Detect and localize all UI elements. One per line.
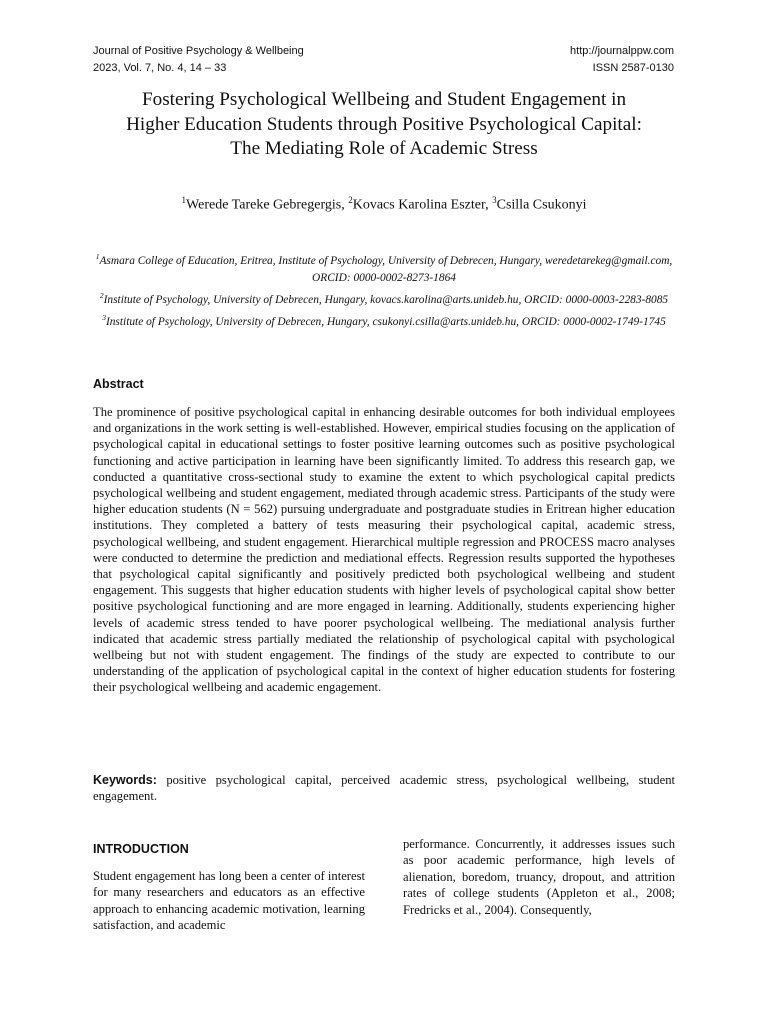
affiliation-number: 1 (95, 252, 100, 261)
introduction-left-column: Student engagement has long been a center of interest for many researchers and educators as an effective approach to enhancing academic motivation, learning satisfaction, and academic (93, 869, 365, 933)
introduction-right-column: performance. Concurrently, it addresses issues such as poor academic performance, high levels of alienation, boredom, truancy, dropout, and attrition rates of college students (Appleton et al., 2008; Fredricks et al., 2004). Consequently, (403, 837, 675, 917)
abstract-text: The prominence of positive psychological capital in enhancing desirable outcomes for both individual employees and organizations in the work setting is well-established. However, empirical studies focusing on the application of psychological capital in educational settings to foster positive learning outcomes such as positive psychological functioning and active participation in learning have been significantly limited. To address this research gap, we conducted a quantitative cross-sectional study to examine the extent to which psychological capital predicts psychological wellbeing and student engagement, mediated through academic stress. Participants of the study were higher education students (N = 562) pursuing undergraduate and postgraduate studies in Eritrean higher education institutions. They completed a battery of tests measuring their psychological capital, academic stress, psychological wellbeing, and student engagement. Hierarchical multiple regression and PROCESS macro analyses were conducted to determine the prediction and mediational effects. Regression results supported the hypotheses that psychological capital significantly and positively predicted both psychological wellbeing and student engagement. This suggests that higher education students with higher levels of psychological capital show better positive psychological functioning and are more engaged in learning. Additionally, students experiencing higher levels of academic stress tended to have poorer psychological wellbeing. The mediational analysis further indicated that academic stress partially mediated the relationship of psychological capital with psychological wellbeing but not with student engagement. The findings of the study are expected to contribute to our understanding of the application of psychological capital in the context of higher education students for fostering their psychological wellbeing and academic engagement. (93, 405, 675, 695)
author-name: Werede Tareke Gebregergis (186, 197, 342, 213)
title-line: Fostering Psychological Wellbeing and Student Engagement in (141, 89, 627, 110)
affiliation-number: 2 (99, 291, 104, 301)
introduction-heading: INTRODUCTION (93, 842, 189, 856)
affiliation (93, 248, 675, 287)
running-header-right (570, 43, 674, 77)
affiliation (93, 287, 675, 309)
keywords-label: Keywords: (93, 773, 157, 787)
journal-name: Journal of Positive Psychology & Wellbeing (93, 45, 304, 57)
author-name: Kovacs Karolina Eszter (352, 197, 486, 213)
keywords-text: positive psychological capital, perceived academic stress, psychological wellbeing, student engagement. (93, 773, 675, 804)
paper-title (60, 88, 708, 162)
keywords (93, 772, 675, 804)
affiliations (93, 248, 675, 332)
issn: ISSN 2587-0130 (592, 62, 674, 74)
affiliation-number: 3 (102, 313, 106, 323)
affiliation-text: Institute of Psychology, University of Debrecen, Hungary, csukonyi.csilla@arts.unideb.hu, ORCID: 0000-0002-1749-1745 (105, 316, 666, 329)
volume-info: 2023, Vol. 7, No. 4, 14 – 33 (93, 62, 227, 74)
author-number: 2 (348, 195, 353, 205)
author-separator: , (341, 197, 349, 213)
author-name: Csilla Csukonyi (496, 197, 587, 213)
affiliation-text: Asmara College of Education, Eritrea, Institute of Psychology, University of Debrecen, Hungary, weredetarekeg@gmail.com, ORCID: 0000-0002-8273-1864 (99, 254, 673, 285)
abstract-heading: Abstract (93, 377, 144, 391)
affiliation-text: Institute of Psychology, University of Debrecen, Hungary, kovacs.karolina@arts.unideb.hu, ORCID: 0000-0003-2283-8085 (103, 294, 669, 307)
author-number: 1 (181, 195, 187, 205)
author-number: 3 (492, 195, 497, 205)
author-separator: , (485, 197, 493, 213)
running-header-left (93, 43, 304, 77)
author-list (60, 190, 708, 216)
title-line: The Mediating Role of Academic Stress (230, 138, 538, 159)
title-line: Higher Education Students through Positive Psychological Capital: (126, 113, 642, 135)
journal-url[interactable]: http://journalppw.com (570, 45, 674, 57)
affiliation (93, 309, 675, 331)
